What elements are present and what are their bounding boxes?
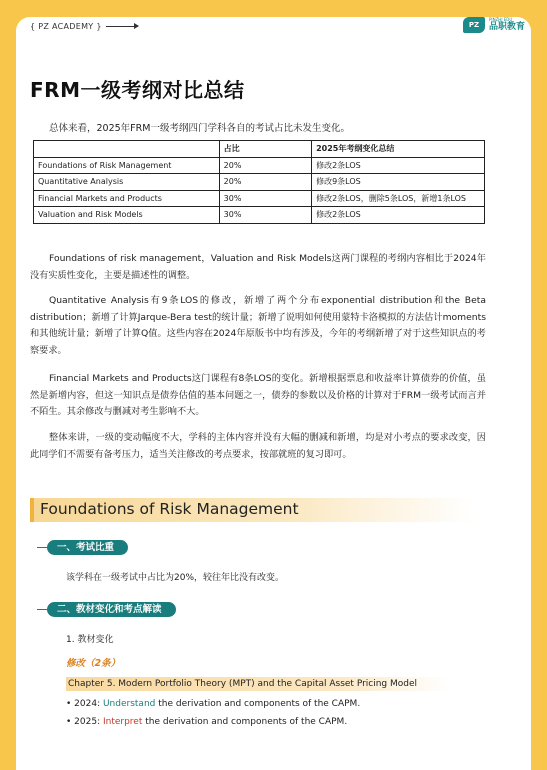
table-row [34,207,485,224]
table-cell: 修改2条LOS [312,207,485,224]
bullet-verb: Understand [102,699,156,709]
table-row [34,157,485,174]
bullet-verb: Interpret [102,717,143,727]
table-cell: 30% [219,207,311,224]
table-cell: Foundations of Risk Management [34,157,220,174]
logo-badge: PZ [463,17,485,33]
paragraph: 整体来讲，一级的变动幅度不大，学科的主体内容并没有大幅的删减和新增，均是对小考点的要求改变，因此同学们不需要有备考压力，适当关注修改的考点要求，按部就班的复习即可。 [30,432,486,460]
table-cell: Valuation and Risk Models [34,207,220,224]
academy-header [30,22,138,31]
table-cell: Financial Markets and Products [34,190,220,207]
paragraph: Foundations of risk management，Valuation and Risk Models这两门课程的考纲内容相比于2024年没有实质性变化，主要是描述性的调整。 [30,253,486,281]
bullet-item [66,699,360,709]
section-heading [30,498,474,522]
chapter-title: Chapter 5. Modern Portfolio Theory (MPT) and the Capital Asset Pricing Model [66,677,448,691]
brand-logo [463,17,525,33]
table-header: 2025年考纲变化总结 [312,141,485,158]
table-cell: 修改9条LOS [312,174,485,191]
table-cell: 20% [219,157,311,174]
paragraph: Financial Markets and Products这门课程有8条LOS的变化。新增根据票息和收益率计算债券的价值，虽然是新增内容，但这一知识点是债券估值的基本问题之一，债券的参数以及价格的计算对于FRM一级考试而言并不陌生。其余修改与删减对考生影响不大。 [30,373,486,417]
bullet-text: the derivation and components of the CAPM. [155,699,361,709]
bullet-text: the derivation and components of the CAPM. [142,717,348,727]
intro-text: 总体来看，2025年FRM一级考纲四门学科各自的考试占比未发生变化。 [49,123,350,134]
logo-name: 品职教育 [488,22,525,32]
logo-subtitle: PINZHI EDU [488,17,513,22]
table-cell: Quantitative Analysis [34,174,220,191]
table-cell: 修改2条LOS，删除5条LOS，新增1条LOS [312,190,485,207]
table-cell: 30% [219,190,311,207]
bullet-prefix: • 2025: [66,717,103,727]
section-title: Foundations of Risk Management [40,500,299,518]
modify-label: 修改（2条） [66,658,121,669]
arrow-right-icon [106,26,138,27]
subsection-pill: 一、考试比重 [47,540,128,555]
bullet-prefix: • 2024: [66,699,103,709]
paragraph: Quantitative Analysis有9条LOS的修改，新增了两个分布exponential distribution和the Beta distribution；新增了计算Jarque-Bera test的统计量；新增了说明如何使用蒙特卡洛模拟的方法估计moments和其他统计量；新增了计算Q值。这些内容在2024年原版书中均有涉及，今年的考纲新增了对于这些知识点的考察要求。 [30,295,486,356]
weight-text: 该学科在一级考试中占比为20%，较往年比没有改变。 [66,573,285,583]
header-tag: { PZ ACADEMY } [30,22,102,31]
table-header: 占比 [219,141,311,158]
table-header-row [34,141,485,158]
list-item: 1. 教材变化 [66,635,114,645]
subsection-pill: 二、教材变化和考点解读 [47,602,176,617]
table-cell: 修改2条LOS [312,157,485,174]
table-cell: 20% [219,174,311,191]
table-row [34,190,485,207]
bullet-item [66,717,347,727]
page-title: FRM一级考纲对比总结 [30,78,245,102]
table-row [34,174,485,191]
table-header [34,141,220,158]
comparison-table [33,140,485,224]
